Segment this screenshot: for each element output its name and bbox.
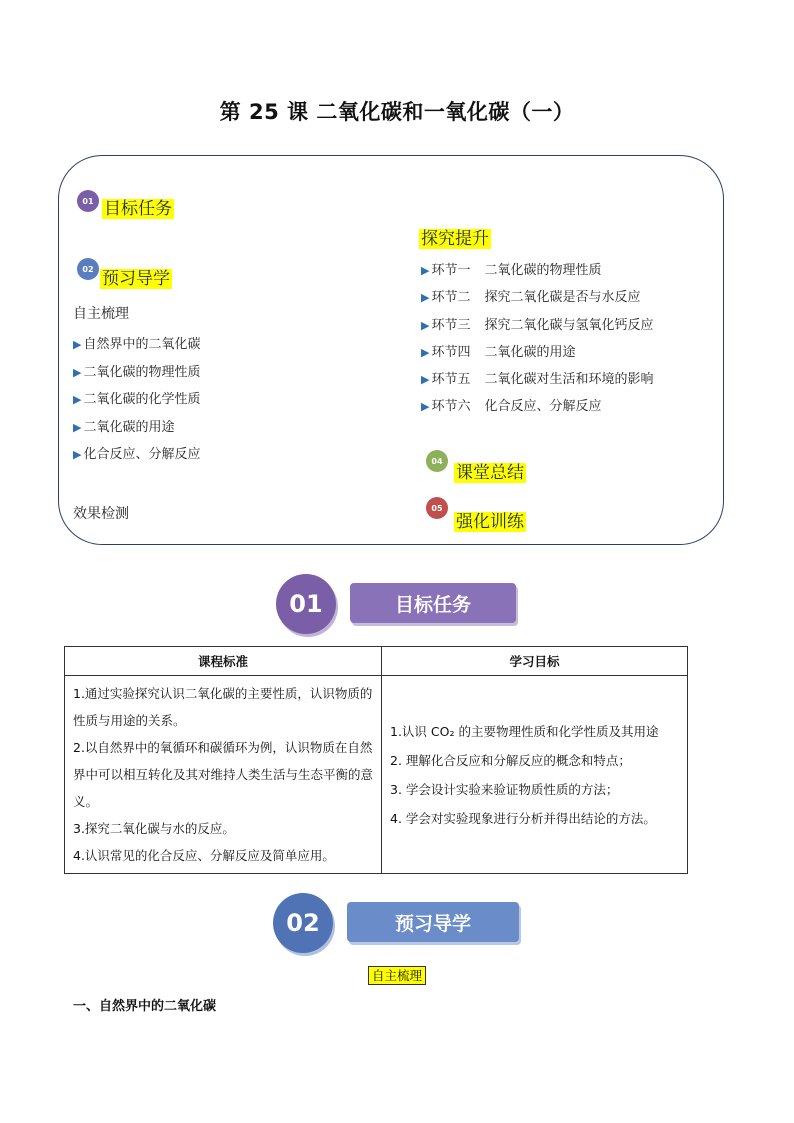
toc-s3-item[interactable]: ▶ 环节六 化合反应、分解反应	[421, 399, 602, 415]
toc-s2-list	[73, 333, 200, 471]
toc-s2-item[interactable]: ▶ 二氧化碳的用途	[73, 419, 175, 435]
goal-item: 4. 学会对实验现象进行分析并得出结论的方法。	[390, 810, 656, 826]
toc-subheading: 自主梳理	[73, 306, 129, 322]
section-badge-02: 02	[77, 258, 99, 280]
table-cell-goals	[382, 676, 688, 874]
banner-objectives-bar: 目标任务	[350, 583, 516, 623]
standard-item: 3.探究二氧化碳与水的反应。	[73, 821, 235, 836]
toc-s2-item[interactable]: ▶ 二氧化碳的物理性质	[73, 364, 201, 380]
standard-item: 2.以自然界中的氧循环和碳循环为例，认识物质在自然界中可以相互转化及其对维持人类生活与生态平衡的意义。	[73, 740, 374, 809]
standards-table	[64, 646, 688, 874]
toc-s2-item[interactable]: ▶ 化合反应、分解反应	[73, 447, 201, 462]
toc-s3-item[interactable]: ▶ 环节三 探究二氧化碳与氢氧化钙反应	[421, 317, 654, 333]
toc-s3-item[interactable]: ▶ 环节五 二氧化碳对生活和环境的影响	[421, 372, 654, 388]
toc-check[interactable]: 效果检测	[73, 506, 129, 522]
sub-label-self-study: 自主梳理	[368, 966, 426, 985]
toc-section-objectives[interactable]: 目标任务	[104, 199, 172, 219]
standard-item: 4.认识常见的化合反应、分解反应及简单应用。	[73, 848, 335, 863]
section-badge-01: 01	[77, 190, 99, 212]
standard-item: 1.通过实验探究认识二氧化碳的主要性质，认识物质的性质与用途的关系。	[73, 686, 373, 728]
toc-section-preview[interactable]: 预习导学	[102, 269, 170, 289]
section-badge-05: 05	[426, 497, 448, 519]
banner-preview-number: 02	[273, 893, 333, 953]
banner-preview-bar: 预习导学	[347, 902, 519, 942]
section-heading: 一、自然界中的二氧化碳	[73, 999, 217, 1014]
toc-section-training[interactable]: 强化训练	[456, 512, 524, 532]
goal-item: 2. 理解化合反应和分解反应的概念和特点；	[390, 752, 631, 768]
toc-s3-list	[421, 259, 654, 423]
toc-section-summary[interactable]: 课堂总结	[456, 463, 524, 483]
goal-item: 3. 学会设计实验来验证物质性质的方法；	[390, 781, 619, 797]
toc-s2-item[interactable]: ▶ 二氧化碳的化学性质	[73, 392, 201, 407]
toc-s3-item[interactable]: ▶ 环节一 二氧化碳的物理性质	[421, 263, 602, 278]
section-badge-04: 04	[426, 450, 448, 472]
table-header: 课程标准	[65, 647, 382, 676]
table-cell-standards	[65, 676, 382, 874]
toc-s3-item[interactable]: ▶ 环节二 探究二氧化碳是否与水反应	[421, 290, 641, 306]
toc-s3-item[interactable]: ▶ 环节四 二氧化碳的用途	[421, 344, 576, 360]
page-title: 第 25 课 二氧化碳和一氧化碳（一）	[219, 100, 575, 124]
table-header: 学习目标	[382, 647, 688, 676]
goal-item: 1.认识 CO₂ 的主要物理性质和化学性质及其用途	[390, 723, 659, 739]
toc-section-explore[interactable]: 探究提升	[421, 229, 489, 249]
banner-objectives-number: 01	[276, 574, 336, 634]
toc-s2-item[interactable]: ▶ 自然界中的二氧化碳	[73, 337, 201, 352]
